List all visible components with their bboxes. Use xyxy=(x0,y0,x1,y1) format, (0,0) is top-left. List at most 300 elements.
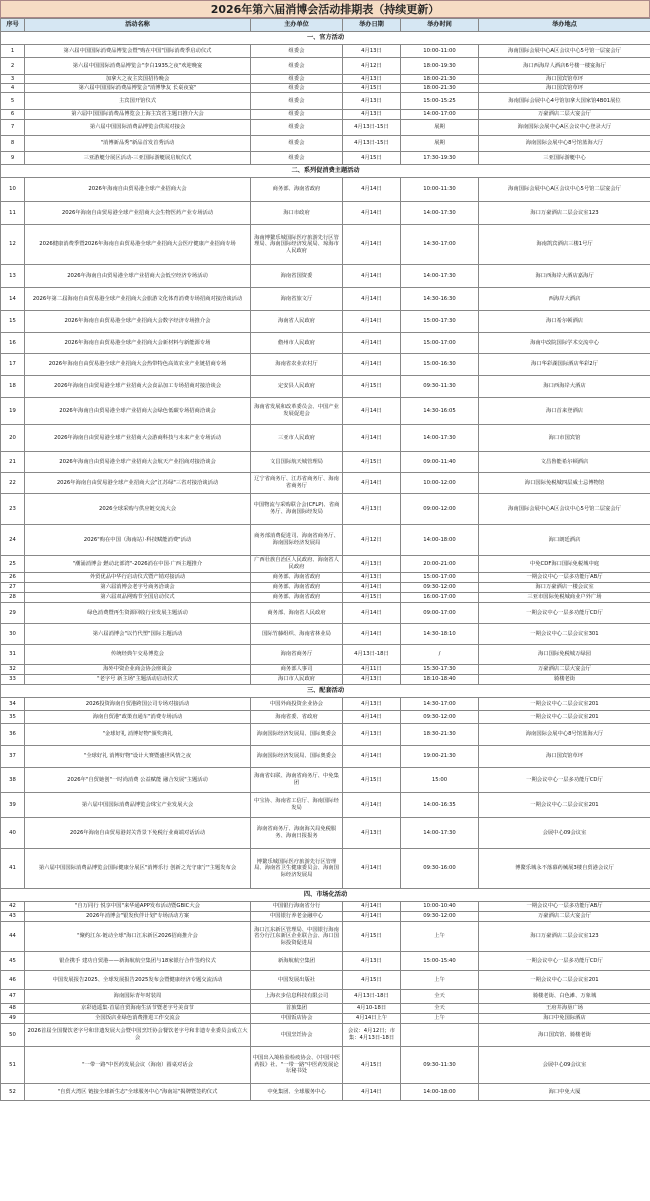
cell-no: 32 xyxy=(1,665,25,675)
cell-venue: 海口首来登酒店 xyxy=(479,398,650,425)
table-row xyxy=(1,645,650,665)
cell-date: 4月15日 xyxy=(343,152,401,165)
cell-name: 海南自贸港"政策直通车"消费专场活动 xyxy=(25,711,251,724)
cell-date: 4月13日 xyxy=(343,675,401,685)
cell-no: 15 xyxy=(1,311,25,333)
cell-venue: 万豪酒店二层大宴会厅 xyxy=(479,665,650,675)
cell-org: 国际竹藤组织、海南省林业局 xyxy=(251,624,343,645)
cell-time: 15:00-17:00 xyxy=(401,333,479,354)
table-row xyxy=(1,902,650,912)
cell-org: 组委会 xyxy=(251,58,343,75)
cell-date: 4月13日 xyxy=(343,952,401,971)
cell-org: 海南省旅文厅 xyxy=(251,288,343,311)
cell-date: 4月13日 xyxy=(343,698,401,711)
cell-venue: 海口西海岸大酒店嘉海厅 xyxy=(479,265,650,288)
cell-name: 2026年海南自由贸易港全球产业招商大会新材料与新能源专场 xyxy=(25,333,251,354)
cell-time: 全天 xyxy=(401,1004,479,1014)
cell-venue: 海口国宾馆草坪 xyxy=(479,84,650,93)
cell-time: 14:30-18:10 xyxy=(401,624,479,645)
section-row xyxy=(1,685,650,698)
cell-name: 2026年第二届海南自由贸易港全球产业招商大会旅游文化体育消费专场招商对接洽谈活动 xyxy=(25,288,251,311)
cell-venue: 海南国际会展中心A区会议中心5号馆二层宴会厅 xyxy=(479,494,650,525)
table-row xyxy=(1,93,650,110)
cell-no: 12 xyxy=(1,225,25,265)
cell-org: 商务部、海南省政府 xyxy=(251,583,343,593)
cell-venue: 海口中免大厦 xyxy=(479,1084,650,1101)
cell-time: 18:10-18:40 xyxy=(401,675,479,685)
cell-time: 15:00 xyxy=(401,768,479,793)
cell-name: "自万同行 悦享中国"来华通APP发布活动暨GBIC大会 xyxy=(25,902,251,912)
cell-date: 4月14日 xyxy=(343,793,401,818)
cell-venue: 海口万豪酒店二层会议室123 xyxy=(479,202,650,225)
table-row xyxy=(1,603,650,624)
cell-time: 上午 xyxy=(401,1014,479,1024)
cell-no: 9 xyxy=(1,152,25,165)
cell-no: 41 xyxy=(1,849,25,889)
cell-org: 首旅集团 xyxy=(251,1004,343,1014)
cell-time: 15:00-15:40 xyxy=(401,952,479,971)
cell-name: 银企携手 建功自贸港——新海航航空集团与18家银行合作签约仪式 xyxy=(25,952,251,971)
table-row xyxy=(1,354,650,376)
cell-date: 4月15日 xyxy=(343,452,401,473)
cell-org: 海口市人民政府 xyxy=(251,675,343,685)
cell-org: 商务部人事司 xyxy=(251,665,343,675)
cell-name: 第六届中国国际消费品博览会暨"购在中国"国际消费季启动仪式 xyxy=(25,45,251,58)
table-row xyxy=(1,225,650,265)
cell-org: 中国出入境检验检疫协会、《中国中医药报》社、"一带一路"中医药发展论坛秘书处 xyxy=(251,1047,343,1084)
table-row xyxy=(1,494,650,525)
cell-org: 商务部、海南省政府 xyxy=(251,573,343,583)
cell-time: 09:30-11:30 xyxy=(401,376,479,398)
cell-time: 展期 xyxy=(401,120,479,136)
cell-venue: 一期会议中心二层会议室201 xyxy=(479,793,650,818)
cell-org: 组委会 xyxy=(251,152,343,165)
cell-time: 14:00-17:30 xyxy=(401,202,479,225)
table-row xyxy=(1,288,650,311)
table-row xyxy=(1,120,650,136)
cell-date: 4月14日 xyxy=(343,265,401,288)
cell-org: 中国银行养老金融中心 xyxy=(251,912,343,922)
section-row xyxy=(1,165,650,178)
table-row xyxy=(1,452,650,473)
cell-name: 京彩逍遥集·首届自贸海南生活节暨老字号美食节 xyxy=(25,1004,251,1014)
cell-name: 2026年消博会"银发伙伴计划"专场活动方案 xyxy=(25,912,251,922)
cell-date: 4月15日 xyxy=(343,971,401,990)
cell-time: 09:30-12:00 xyxy=(401,912,479,922)
cell-name: 2026年海南自由贸易港全球产业招商大会绿色低碳专场招商洽谈会 xyxy=(25,398,251,425)
table-row xyxy=(1,525,650,556)
cell-no: 4 xyxy=(1,84,25,93)
table-row xyxy=(1,202,650,225)
cell-no: 43 xyxy=(1,912,25,922)
header-date: 举办日期 xyxy=(343,19,401,32)
section-title: 一、官方活动 xyxy=(1,32,650,45)
cell-org: 组委会 xyxy=(251,45,343,58)
cell-venue: 海口华彩湖国际酒店华彩2厅 xyxy=(479,354,650,376)
cell-venue: 海南国际会展中心8号馆蓝海大厅 xyxy=(479,136,650,152)
cell-name: 2026年海南自由贸易港封关背景下免税行业商端对话活动 xyxy=(25,818,251,849)
cell-venue: 一期会议中心二层会议室301 xyxy=(479,624,650,645)
cell-no: 21 xyxy=(1,452,25,473)
cell-time: 10:00-10:40 xyxy=(401,902,479,912)
cell-time: 14:00-17:30 xyxy=(401,265,479,288)
cell-date: 4月13日 xyxy=(343,45,401,58)
cell-date: 4月14日 xyxy=(343,333,401,354)
cell-date: 4月14日上午 xyxy=(343,1014,401,1024)
cell-org: 海南省人民政府 xyxy=(251,311,343,333)
cell-venue: 海口万豪酒店二层会议室123 xyxy=(479,922,650,952)
cell-time: 10:00-12:00 xyxy=(401,473,479,494)
cell-venue: 海口市国宾馆 xyxy=(479,425,650,452)
cell-name: "自贸大湾区 链接全球新生态"全球服务中心"海南站"揭牌暨签约仪式 xyxy=(25,1084,251,1101)
cell-venue: 海南国际会展中心8号馆蓝海大厅 xyxy=(479,724,650,746)
cell-date: 4月15日 xyxy=(343,84,401,93)
cell-name: 2026健康消费季暨2026年海南自由贸易港全球产业招商大会医疗健康产业招商专场 xyxy=(25,225,251,265)
cell-venue: 海口国际免税城四层威士忌博物馆 xyxy=(479,473,650,494)
cell-no: 11 xyxy=(1,202,25,225)
cell-time: 15:00-17:30 xyxy=(401,311,479,333)
cell-org: 商务部、海南省人民政府 xyxy=(251,603,343,624)
cell-date: 4月14日 xyxy=(343,398,401,425)
cell-no: 7 xyxy=(1,120,25,136)
table-row xyxy=(1,1004,650,1014)
cell-venue: 会展中心09会议室 xyxy=(479,818,650,849)
cell-name: 传统经典午交易博览会 xyxy=(25,645,251,665)
cell-venue: 博鳌乐城永不落幕药械展3楼自贸港会议厅 xyxy=(479,849,650,889)
cell-org: 海南省国资委 xyxy=(251,265,343,288)
cell-time: 14:30-17:00 xyxy=(401,225,479,265)
cell-name: 2026年海南自由贸易港全球产业招商大会热带特色高效农业产业链招商专场 xyxy=(25,354,251,376)
cell-venue: 海口国际免税城万绿园 xyxy=(479,645,650,665)
cell-time: 18:00-19:30 xyxy=(401,58,479,75)
cell-date: 4月14日 xyxy=(343,902,401,912)
cell-org: 商务部、海南省政府 xyxy=(251,593,343,603)
cell-time: 09:30-16:00 xyxy=(401,849,479,889)
cell-date: 4月10-18日 xyxy=(343,1004,401,1014)
table-row xyxy=(1,376,650,398)
cell-time: 14:30-16:30 xyxy=(401,288,479,311)
table-row xyxy=(1,1084,650,1101)
cell-no: 27 xyxy=(1,583,25,593)
cell-time: 09:00-12:00 xyxy=(401,494,479,525)
cell-no: 48 xyxy=(1,1004,25,1014)
cell-no: 2 xyxy=(1,58,25,75)
cell-org: 海口江东新区管理局、中国银行海南省分行江东新区企业联合会、海口国际投资促进局 xyxy=(251,922,343,952)
cell-venue: 一期会议中心二层会议室201 xyxy=(479,711,650,724)
cell-name: 绿色消费暨再生资源回收行业发展主题活动 xyxy=(25,603,251,624)
cell-no: 46 xyxy=(1,971,25,990)
table-row xyxy=(1,793,650,818)
table-row xyxy=(1,583,650,593)
cell-no: 49 xyxy=(1,1014,25,1024)
table-row xyxy=(1,473,650,494)
cell-date: 4月14日 xyxy=(343,711,401,724)
table-row xyxy=(1,675,650,685)
cell-time: 上午 xyxy=(401,971,479,990)
cell-date: 会议：4月12日；市集：4月13日-18日 xyxy=(343,1024,401,1047)
cell-org: 儋州市人民政府 xyxy=(251,333,343,354)
cell-venue: 海南国际会展中心A区会议中心5号馆一层宴会厅 xyxy=(479,45,650,58)
cell-venue: 一期会议中心一层多功能厅CD厅 xyxy=(479,603,650,624)
cell-org: 海南国际经济发展局、国际奥委会 xyxy=(251,724,343,746)
cell-name: 2026年海南自由贸易港全球产业招商大会食品加工专场招商对接洽谈会 xyxy=(25,376,251,398)
cell-no: 42 xyxy=(1,902,25,912)
header-name: 活动名称 xyxy=(25,19,251,32)
cell-org: 博鳌乐城国际医疗旅游先行区管理局、海南省卫生健康委员会、海南国际经济发展局 xyxy=(251,849,343,889)
cell-date: 4月13日 xyxy=(343,110,401,120)
cell-org: 海南省商务厅、海南海关局免税服务、海南日报报务 xyxy=(251,818,343,849)
cell-org: 广西壮族自治区人民政府、海南省人民政府 xyxy=(251,556,343,573)
table-row xyxy=(1,58,650,75)
cell-no: 50 xyxy=(1,1024,25,1047)
cell-name: 第六届中国国际消费品博览会"李白1935之夜"欢迎晚宴 xyxy=(25,58,251,75)
table-row xyxy=(1,110,650,120)
cell-date: 4月13日-18日 xyxy=(343,990,401,1004)
section-title: 二、系列促消费主题活动 xyxy=(1,165,650,178)
cell-name: 2026年海南自由贸易港全球产业招商大会数字经济专场推介会 xyxy=(25,311,251,333)
cell-time: 18:00-21:30 xyxy=(401,75,479,84)
schedule-table xyxy=(0,18,650,1101)
cell-venue: 中免CDF海口国际免税城中庭 xyxy=(479,556,650,573)
cell-venue: 万豪酒店二层大宴会厅 xyxy=(479,912,650,922)
cell-time: 14:00-17:00 xyxy=(401,110,479,120)
cell-org: 新海航航空集团 xyxy=(251,952,343,971)
cell-date: 4月14日 xyxy=(343,624,401,645)
cell-venue: 海口朗廷酒店 xyxy=(479,525,650,556)
cell-time: 14:00-18:00 xyxy=(401,525,479,556)
table-row xyxy=(1,593,650,603)
cell-name: 2026年海南自由贸易港全球产业招商大会低空经济专场活动 xyxy=(25,265,251,288)
cell-venue: 三亚市国际免税城商业户外广场 xyxy=(479,593,650,603)
cell-date: 4月13日 xyxy=(343,494,401,525)
cell-name: 第六届中国国际消费品博览会"消博挚友 长桌夜宴" xyxy=(25,84,251,93)
cell-date: 4月12日 xyxy=(343,58,401,75)
cell-no: 8 xyxy=(1,136,25,152)
cell-org: 上海衣步信息科技有限公司 xyxy=(251,990,343,1004)
cell-time: 15:00-17:00 xyxy=(401,573,479,583)
cell-date: 4月15日 xyxy=(343,376,401,398)
cell-no: 24 xyxy=(1,525,25,556)
cell-org: 中免集团、全球服务中心 xyxy=(251,1084,343,1101)
header-venue: 举办地点 xyxy=(479,19,650,32)
cell-time: 16:00-17:00 xyxy=(401,593,479,603)
cell-no: 6 xyxy=(1,110,25,120)
cell-no: 19 xyxy=(1,398,25,425)
cell-time: 18:30-21:30 xyxy=(401,724,479,746)
table-row xyxy=(1,425,650,452)
cell-date: 4月14日 xyxy=(343,354,401,376)
cell-org: 组委会 xyxy=(251,84,343,93)
cell-no: 25 xyxy=(1,556,25,573)
cell-no: 26 xyxy=(1,573,25,583)
cell-name: 第六届消博会老字号商务洽谈会 xyxy=(25,583,251,593)
cell-venue: 海口国宾馆、骑楼老街 xyxy=(479,1024,650,1047)
cell-date: 4月14日 xyxy=(343,288,401,311)
cell-name: 2026年"自贸她创"一时尚消费 公益赋能 融合发展"主题活动 xyxy=(25,768,251,793)
cell-name: 2026投资海南自贸港跨国公司专场对接活动 xyxy=(25,698,251,711)
cell-name: 三亚游艇分展区活动-三亚国际游艇展启航仪式 xyxy=(25,152,251,165)
section-title: 三、配套活动 xyxy=(1,685,650,698)
cell-no: 44 xyxy=(1,922,25,952)
cell-no: 17 xyxy=(1,354,25,376)
table-row xyxy=(1,45,650,58)
table-row xyxy=(1,746,650,768)
cell-no: 16 xyxy=(1,333,25,354)
cell-org: 海南国际经济发展局、国际奥委会 xyxy=(251,746,343,768)
cell-date: 4月13日 xyxy=(343,818,401,849)
cell-org: 中国物流与采购联合会(CFLP)、省商务厅、海南国际经发局 xyxy=(251,494,343,525)
cell-time: 上午 xyxy=(401,922,479,952)
cell-time: 19:00-21:30 xyxy=(401,746,479,768)
cell-org: 海口市政府 xyxy=(251,202,343,225)
cell-name: 海外中资企业商会协会座谈会 xyxy=(25,665,251,675)
header-time: 举办时间 xyxy=(401,19,479,32)
cell-name: 2026年海南自由贸易港全球产业招商大会"江苏绿"三省对接洽谈活动 xyxy=(25,473,251,494)
header-org: 主办单位 xyxy=(251,19,343,32)
table-row xyxy=(1,698,650,711)
cell-org: 中宝协、海南省工信厅、海南国际经发局 xyxy=(251,793,343,818)
table-row xyxy=(1,178,650,202)
cell-name: 全国饭店业绿色消费推进工作交流会 xyxy=(25,1014,251,1024)
cell-name: 海南国际青年时装周 xyxy=(25,990,251,1004)
cell-date: 4月13日 xyxy=(343,93,401,110)
cell-date: 4月15日 xyxy=(343,768,401,793)
table-row xyxy=(1,265,650,288)
cell-no: 52 xyxy=(1,1084,25,1101)
cell-no: 39 xyxy=(1,793,25,818)
cell-no: 5 xyxy=(1,93,25,110)
table-row xyxy=(1,556,650,573)
cell-no: 22 xyxy=(1,473,25,494)
section-row xyxy=(1,889,650,902)
cell-no: 51 xyxy=(1,1047,25,1084)
cell-no: 30 xyxy=(1,624,25,645)
cell-venue: 三亚国际游艇中心 xyxy=(479,152,650,165)
cell-name: "一带一路"中医药发展会议（海南）圆桌对话会 xyxy=(25,1047,251,1084)
cell-org: 海南博鳌乐城国际医疗旅游先行区管理局、海南国际经济发展局、琼海市人民政府 xyxy=(251,225,343,265)
cell-name: 2026全球采购与供应链交流大会 xyxy=(25,494,251,525)
cell-name: 主宾国开馆仪式 xyxy=(25,93,251,110)
cell-no: 1 xyxy=(1,45,25,58)
cell-date: 4月14日 xyxy=(343,849,401,889)
cell-venue: 海南国际会展中心A区会议中心5号馆二层宴会厅 xyxy=(479,178,650,202)
cell-date: 4月13日-15日 xyxy=(343,120,401,136)
cell-name: 中国发展报告2025、全球发展报告2025发布会暨健康经济专题交流活动 xyxy=(25,971,251,990)
cell-name: 第六届消博会"以竹代塑"国际主题活动 xyxy=(25,624,251,645)
cell-venue: 王府井海垦广场 xyxy=(479,1004,650,1014)
table-row xyxy=(1,971,650,990)
cell-date: 4月13日 xyxy=(343,573,401,583)
table-row xyxy=(1,624,650,645)
cell-org: 组委会 xyxy=(251,120,343,136)
cell-no: 13 xyxy=(1,265,25,288)
cell-time xyxy=(401,1024,479,1047)
header-no: 序号 xyxy=(1,19,25,32)
cell-venue: 骑楼老街 xyxy=(479,675,650,685)
cell-venue: 海口万豪酒店一楼会议室 xyxy=(479,583,650,593)
cell-date: 4月15日 xyxy=(343,593,401,603)
cell-org: 辽宁省商务厅、江苏省商务厅、海南省商务厅 xyxy=(251,473,343,494)
cell-date: 4月15日 xyxy=(343,922,401,952)
cell-no: 10 xyxy=(1,178,25,202)
cell-venue: 海口西海岸人酒店6号楼一楼宴海厅 xyxy=(479,58,650,75)
cell-venue: 一期会议中心一层多功能厅CD厅 xyxy=(479,768,650,793)
cell-org: 海南省妇联、海南省商务厅、中免集团 xyxy=(251,768,343,793)
table-row xyxy=(1,75,650,84)
table-row xyxy=(1,573,650,583)
cell-date: 4月12日 xyxy=(343,525,401,556)
cell-org: 海南省农业农村厅 xyxy=(251,354,343,376)
cell-name: 外贸优品中华行启动仪式暨产销对接活动 xyxy=(25,573,251,583)
cell-name: 第六届中国国际消费品博览会国际健康分展区"消博乐行 创新之光守康宁"主题发布会 xyxy=(25,849,251,889)
cell-org: 中国饭店协会 xyxy=(251,1014,343,1024)
cell-time: 14:30-17:00 xyxy=(401,698,479,711)
cell-name: 2026年海南自由贸易港全球产业招商大会游商科技与未来产业专场活动 xyxy=(25,425,251,452)
cell-no: 47 xyxy=(1,990,25,1004)
cell-name: "消博新品秀"新品首发首秀活动 xyxy=(25,136,251,152)
table-row xyxy=(1,398,650,425)
table-row xyxy=(1,711,650,724)
cell-venue: 万豪酒店二层大宴会厅 xyxy=(479,110,650,120)
cell-time: / xyxy=(401,645,479,665)
cell-no: 23 xyxy=(1,494,25,525)
cell-date: 4月15日 xyxy=(343,1047,401,1084)
cell-venue: 海南国际会展中心A区会议中心登录大厅 xyxy=(479,120,650,136)
section-title: 四、市场化活动 xyxy=(1,889,650,902)
cell-time: 17:30-19:30 xyxy=(401,152,479,165)
cell-name: "聚约江东·链动全球"海口江东新区2026招商推介会 xyxy=(25,922,251,952)
cell-org: 中国银行海南省分行 xyxy=(251,902,343,912)
cell-no: 28 xyxy=(1,593,25,603)
cell-venue: 一期会议中心一层多功能厅AB厅 xyxy=(479,573,650,583)
cell-org: 组委会 xyxy=(251,136,343,152)
cell-time: 15:30-17:30 xyxy=(401,665,479,675)
section-row xyxy=(1,32,650,45)
cell-no: 45 xyxy=(1,952,25,971)
table-row xyxy=(1,922,650,952)
table-row xyxy=(1,84,650,93)
cell-org: 海南省委、省政府 xyxy=(251,711,343,724)
cell-name: 第六届双品网购节全国启动仪式 xyxy=(25,593,251,603)
table-row xyxy=(1,724,650,746)
cell-name: "全球好礼 消博好物"设计大赛暨盛世风情之夜 xyxy=(25,746,251,768)
cell-name: 加拿大之夜主宾国招待晚会 xyxy=(25,75,251,84)
cell-org: 海南省商务厅 xyxy=(251,645,343,665)
cell-name: 2026年海南自由贸易港全球产业招商大会航天产业招商对接洽谈会 xyxy=(25,452,251,473)
cell-org: 定安县人民政府 xyxy=(251,376,343,398)
cell-date: 4月14日 xyxy=(343,225,401,265)
cell-time: 10:00-11:30 xyxy=(401,178,479,202)
cell-no: 34 xyxy=(1,698,25,711)
cell-org: 组委会 xyxy=(251,93,343,110)
cell-date: 4月14日 xyxy=(343,912,401,922)
cell-org: 商务部、海南省政府 xyxy=(251,178,343,202)
cell-name: 2026年海南自由贸易港全球产业招商大会 xyxy=(25,178,251,202)
cell-venue: 一期会议中心二层会议室201 xyxy=(479,698,650,711)
table-row xyxy=(1,849,650,889)
cell-venue: 会展中心09会议室 xyxy=(479,1047,650,1084)
cell-date: 4月13日-15日 xyxy=(343,136,401,152)
cell-time: 09:00-17:00 xyxy=(401,603,479,624)
cell-org: 组委会 xyxy=(251,75,343,84)
cell-venue: 骑楼老街、白色滩、万象城 xyxy=(479,990,650,1004)
table-row xyxy=(1,311,650,333)
cell-no: 38 xyxy=(1,768,25,793)
cell-no: 31 xyxy=(1,645,25,665)
cell-org: 海南省发展和改革委员会、中国产业发展促进会 xyxy=(251,398,343,425)
table-row xyxy=(1,1014,650,1024)
cell-date: 4月14日 xyxy=(343,746,401,768)
